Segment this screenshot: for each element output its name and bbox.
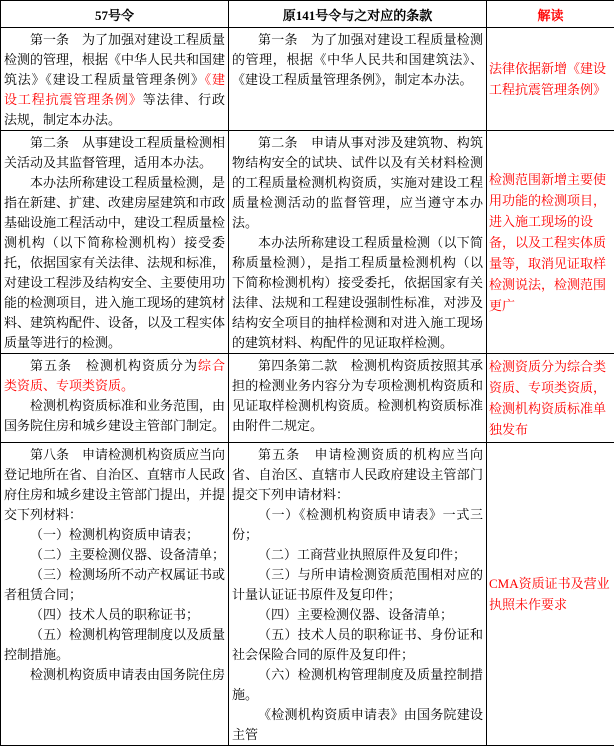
text-segment: 《检测机构资质申请表》由国务院建设主管 [232,707,483,742]
text-segment: （二）工商营业执照原件及复印件； [258,547,466,562]
paragraph [4,525,225,545]
paragraph [232,565,483,605]
cell-article2-notes [487,131,614,354]
highlight-text-segment: 检测资质分为综合类资质、专项类资质，检测机构资质标准单独发布 [489,359,606,437]
text-segment: （五）检测机构管理制度以及质量控制措施。 [4,627,225,662]
paragraph [232,545,483,565]
paragraph [4,30,225,130]
paragraph [232,133,483,233]
paragraph [4,396,225,436]
table-row [1,443,614,746]
cell-article2-order57 [1,131,229,354]
column-header-order-141: 原141号令与之对应的条款 [229,1,487,28]
cell-article5-order141 [229,443,487,746]
paragraph [4,356,225,396]
cell-article1-order57 [1,28,229,131]
text-segment: 本办法所称建设工程质量检测（以下简称质量检测），是指工程质量检测机构（以下简称检测机构）接受委托，依据国家有关法律、法规和工程建设强制性标准，对涉及结构安全项目的抽样检测和对进入施工现场的建筑材料、构配件的见证取样检测。 [232,235,483,350]
cell-article1-order141 [229,28,487,131]
paragraph [4,565,225,605]
paragraph [4,445,225,525]
cell-article5-notes [487,354,614,443]
paragraph [232,625,483,665]
paragraph [489,169,612,316]
cell-article2-order141 [229,131,487,354]
highlight-text-segment: 法律依据新增《建设工程抗震管理条例》 [489,61,606,97]
paragraph [232,233,483,353]
cell-article8-order57 [1,443,229,746]
paragraph [4,605,225,625]
text-segment: 第四条第二款 检测机构资质按照其承担的检测业务内容分为专项检测机构资质和见证取样检测机构资质。检测机构资质标准由附件二规定。 [232,358,483,433]
text-segment: （四）主要检测仪器、设备清单； [258,607,453,622]
text-segment: 第八条 申请检测机构资质应当向登记地所在省、自治区、直辖市人民政府住房和城乡建设主管部门提出，并提交下列材料： [4,447,225,522]
text-segment: 第二条 从事建设工程质量检测相关活动及其监督管理，适用本办法。 [4,135,225,170]
paragraph [232,356,483,436]
paragraph [232,605,483,625]
highlight-text-segment: 检测范围新增主要使用功能的检测项目，进入施工现场的设备，以及工程实体质量等，取消见证取样检测说法，检测范围更广 [489,172,606,313]
paragraph [232,445,483,505]
text-segment: 第一条 为了加强对建设工程质量检测的管理，根据《中华人民共和国建筑法》《建设工程质量管理条例》 [4,32,225,87]
paragraph [232,505,483,545]
column-header-order-57: 57号令 [1,1,229,28]
text-segment: 本办法所称建设工程质量检测，是指在新建、扩建、改建房屋建筑和市政基础设施工程活动中，建设工程质量检测机构（以下简称检测机构）接受委托，依据国家有关法律、法规和标准，对建设工程涉及结构安全、主要使用功能的检测项目，进入施工现场的建筑材料、建筑构配件、设备，以及工程实体质量等进行的检测。 [4,175,225,350]
text-segment: 检测机构资质申请表由国务院住房 [30,667,225,682]
text-segment: （三）检测场所不动产权属证书或者租赁合同； [4,567,225,602]
header-row [1,1,614,28]
column-header-interpretation: 解读 [487,1,614,28]
table-row [1,131,614,354]
text-segment: （四）技术人员的职称证书； [30,607,199,622]
paragraph [489,58,612,100]
paragraph [4,665,225,685]
text-segment: 第一条 为了加强对建设工程质量检测的管理，根据《中华人民共和国建筑法》、《建设工程质量管理条例》，制定本办法。 [232,32,483,87]
text-segment: 第五条 检测机构资质分为 [30,358,198,373]
highlight-text-segment: 《建设工程抗震管理条例》 [4,72,225,107]
cell-article5-order57 [1,354,229,443]
text-segment: （六）检测机构管理制度及质量控制措施。 [232,667,483,702]
paragraph [4,545,225,565]
text-segment: 第二条 申请从事对涉及建筑物、构筑物结构安全的试块、试件以及有关材料检测的工程质量检测机构资质，实施对建设工程质量检测活动的监督管理，应当遵守本办法。 [232,135,483,230]
text-segment: 等法律、行政法规，制定本办法。 [4,92,225,127]
cell-article8-notes [487,443,614,746]
highlight-text-segment: 综合类资质、专项类资质。 [4,358,225,393]
highlight-text-segment: CMA资质证书及营业执照未作要求 [489,576,610,612]
cell-article1-notes [487,28,614,131]
paragraph [232,30,483,90]
paragraph [489,356,612,440]
paragraph [4,133,225,173]
paragraph [489,573,612,615]
paragraph [4,173,225,353]
text-segment: （三）与所申请检测资质范围相对应的计量认证证书原件及复印件； [232,567,483,602]
cell-article4-order141 [229,354,487,443]
table-row [1,354,614,443]
text-segment: （二）主要检测仪器、设备清单； [30,547,225,562]
text-segment: （五）技术人员的职称证书、身份证和社会保险合同的原件及复印件； [232,627,483,662]
text-segment: 第五条 申请检测资质的机构应当向省、自治区、直辖市人民政府建设主管部门提交下列申请材料： [232,447,483,502]
table-row [1,28,614,131]
text-segment: （一）《检测机构资质申请表》一式三份； [232,507,483,542]
text-segment: 检测机构资质标准和业务范围，由国务院住房和城乡建设主管部门制定。 [4,398,225,433]
paragraph [232,665,483,705]
paragraph [4,625,225,665]
paragraph [232,705,483,745]
text-segment: （一）检测机构资质申请表； [30,527,199,542]
